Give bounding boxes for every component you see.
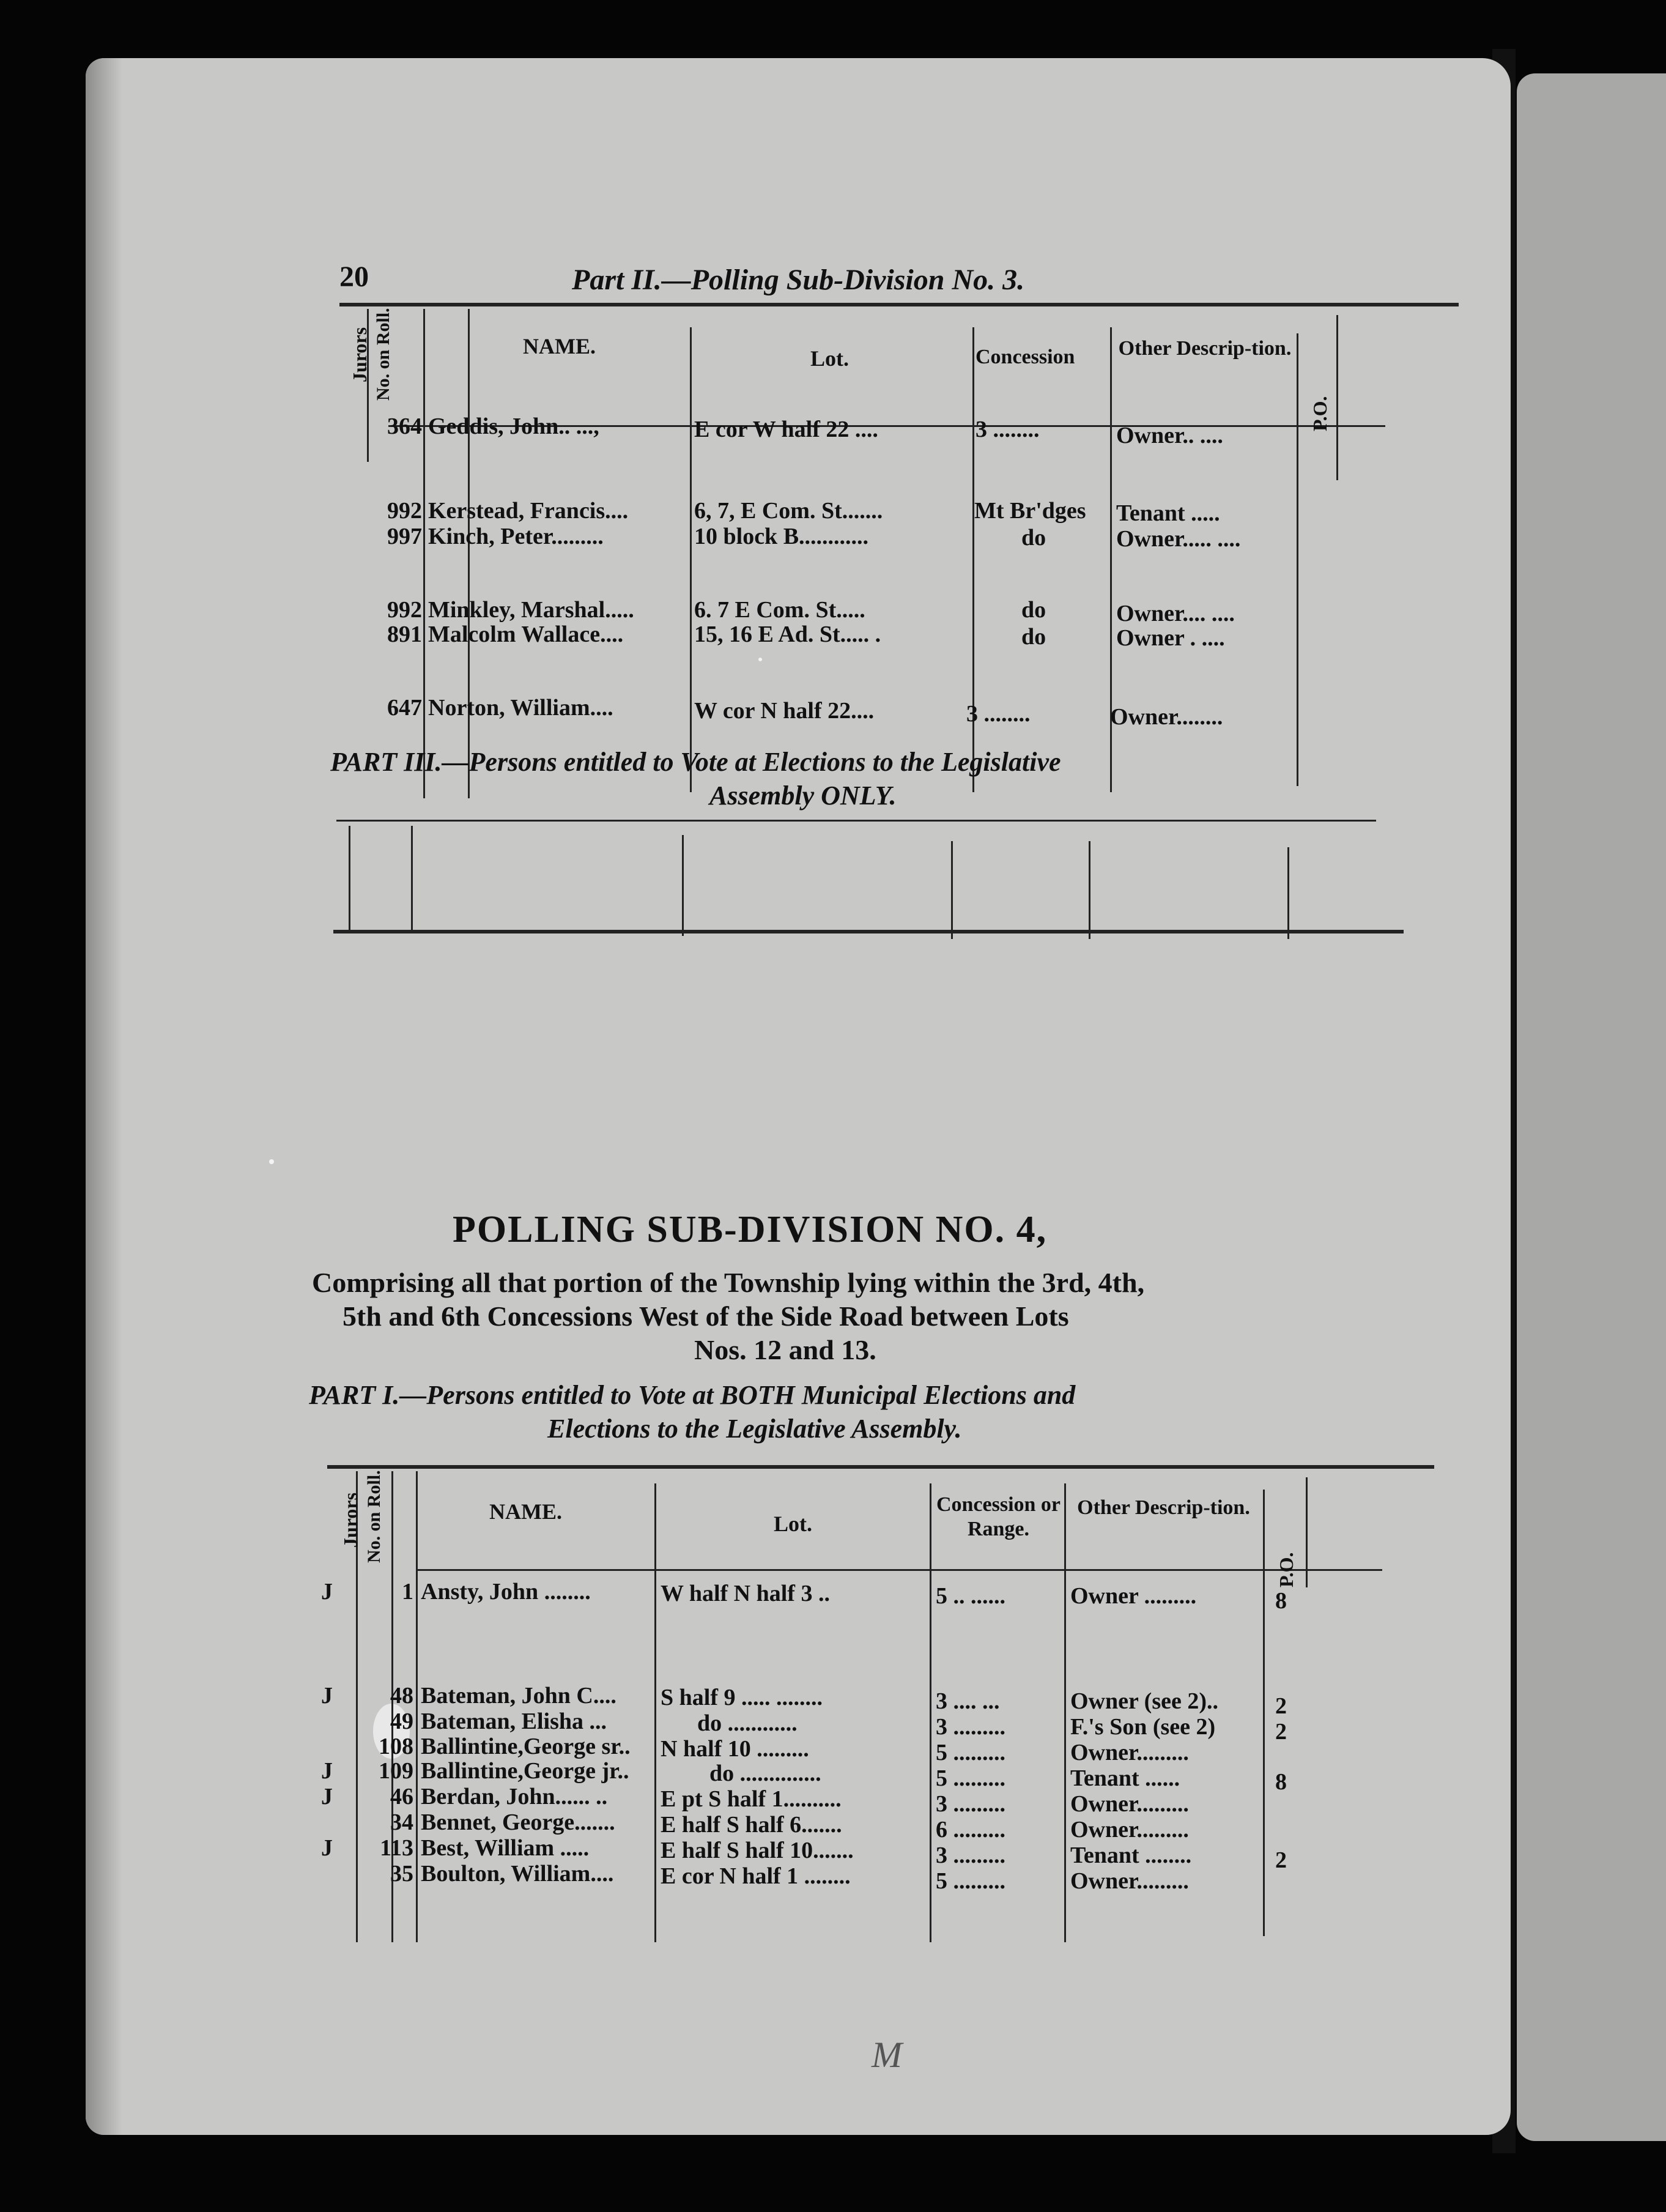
table-cell-name: Ballintine,George sr.. <box>421 1734 631 1759</box>
table-cell-name: Kerstead, Francis.... <box>428 498 629 524</box>
table-cell-concession: 3 ......... <box>936 1791 1005 1817</box>
table-cell-other: Owner......... <box>1070 1740 1189 1765</box>
table-cell-concession: 5 .. ...... <box>936 1583 1005 1609</box>
table-cell-roll: 34 <box>390 1809 413 1835</box>
table-cell-po: 2 <box>1275 1847 1287 1873</box>
table-cell-name: Bennet, George....... <box>421 1809 615 1835</box>
table-cell-other: Owner . .... <box>1116 625 1225 651</box>
table-cell-concession: 6 ......... <box>936 1817 1005 1843</box>
table-cell-juror: J <box>321 1758 333 1784</box>
table-cell-juror: J <box>321 1683 333 1709</box>
scan-speck <box>269 1159 274 1164</box>
table-cell-roll: 49 <box>390 1709 413 1734</box>
table-cell-concession: Mt Br'dges <box>974 498 1086 524</box>
table-cell-roll: 109 <box>379 1758 413 1784</box>
table-cell-lot: E cor N half 1 ........ <box>661 1863 851 1889</box>
table-cell-concession: 5 ......... <box>936 1765 1005 1791</box>
pencil-mark: M <box>872 2035 902 2075</box>
table-cell-name: Berdan, John...... .. <box>421 1784 608 1809</box>
table-cell-other: Owner..... .... <box>1116 526 1241 552</box>
table-cell-roll: 48 <box>390 1683 413 1709</box>
col-header-concession: Concession <box>976 346 1075 368</box>
table-cell-juror: J <box>321 1579 333 1605</box>
table-cell-concession: 3 ........ <box>966 701 1031 727</box>
scan-speck <box>758 658 762 661</box>
table-cell-concession: do <box>1021 597 1046 623</box>
table-cell-juror: J <box>321 1784 333 1809</box>
table-cell-other: Owner.... .... <box>1116 601 1235 626</box>
table-cell-name: Best, William ..... <box>421 1835 590 1861</box>
part1-heading: PART I.—Persons entitled to Vote at BOTH Municipal Elections and <box>309 1380 1076 1410</box>
table-cell-juror: J <box>321 1835 333 1861</box>
table-cell-other: Owner........ <box>1110 704 1223 730</box>
table-cell-po: 8 <box>1275 1769 1287 1795</box>
table-cell-other: Owner.. .... <box>1116 423 1223 448</box>
col-header-concession: Concession or Range. <box>936 1493 1061 1540</box>
table-cell-name: Minkley, Marshal..... <box>428 597 634 623</box>
col-header-jurors: Jurors <box>349 327 371 382</box>
table-cell-concession: 3 ......... <box>936 1714 1005 1740</box>
adjacent-page-edge <box>1517 73 1666 2141</box>
col-header-roll: No. on Roll. <box>373 308 393 401</box>
table-cell-roll: 364 <box>387 414 422 439</box>
table-cell-other: Tenant ...... <box>1070 1765 1180 1791</box>
table-cell-concession: 3 ......... <box>936 1843 1005 1868</box>
table-cell-lot: do ............ <box>697 1710 798 1736</box>
table-cell-roll: 46 <box>390 1784 413 1809</box>
table-cell-concession: 3 ........ <box>976 417 1040 442</box>
table-cell-roll: 992 <box>387 498 422 524</box>
section-description-cont: 5th and 6th Concessions West of the Side Road between Lots <box>342 1301 1069 1332</box>
part3-heading: PART III.—Persons entitled to Vote at Elections to the Legislative <box>330 747 1061 777</box>
part1-heading-cont: Elections to the Legislative Assembly. <box>547 1414 962 1444</box>
table-cell-other: Tenant ..... <box>1116 500 1220 526</box>
table-cell-concession: 5 ......... <box>936 1868 1005 1894</box>
table-cell-lot: 6, 7, E Com. St....... <box>694 498 883 524</box>
table-cell-lot: E half S half 6....... <box>661 1812 842 1838</box>
table-cell-name: Norton, William.... <box>428 695 613 721</box>
table-cell-roll: 997 <box>387 524 422 549</box>
col-header-roll: No. on Roll. <box>364 1470 384 1563</box>
page-shadow <box>86 58 122 2135</box>
table-cell-lot: W cor N half 22.... <box>694 698 875 724</box>
table-cell-concession: do <box>1021 525 1046 551</box>
table-cell-po: 8 <box>1275 1588 1287 1614</box>
table-cell-name: Malcolm Wallace.... <box>428 622 624 647</box>
table-cell-lot: S half 9 ..... ........ <box>661 1685 823 1710</box>
table-cell-other: Owner (see 2).. <box>1070 1688 1219 1714</box>
col-header-lot: Lot. <box>810 346 849 371</box>
table-cell-roll: 108 <box>379 1734 413 1759</box>
table-cell-roll: 992 <box>387 597 422 623</box>
col-header-jurors: Jurors <box>339 1492 361 1548</box>
table-cell-roll: 891 <box>387 622 422 647</box>
table-cell-roll: 1 <box>402 1579 413 1605</box>
table-cell-name: Ansty, John ........ <box>421 1579 591 1605</box>
table-cell-lot: 10 block B............ <box>694 524 869 549</box>
col-header-po: P.O. <box>1275 1552 1297 1587</box>
table-cell-other: Tenant ........ <box>1070 1843 1192 1868</box>
col-header-other: Other Descrip-tion. <box>1077 1496 1250 1519</box>
table-cell-lot: E cor W half 22 .... <box>694 417 878 442</box>
table-cell-lot: 15, 16 E Ad. St..... . <box>694 622 881 647</box>
table-cell-name: Ballintine,George jr.. <box>421 1758 629 1784</box>
col-header-lot: Lot. <box>774 1512 812 1536</box>
table-cell-concession: 3 .... ... <box>936 1688 1000 1714</box>
table-cell-concession: 5 ......... <box>936 1740 1005 1765</box>
table-cell-name: Bateman, John C.... <box>421 1683 616 1709</box>
table-cell-lot: E half S half 10....... <box>661 1838 854 1863</box>
table-cell-name: Kinch, Peter......... <box>428 524 604 549</box>
section-title: POLLING SUB-DIVISION NO. 4, <box>453 1209 1048 1250</box>
document-page <box>86 58 1511 2135</box>
table-cell-concession: do <box>1021 624 1046 650</box>
table-cell-lot: W half N half 3 .. <box>661 1581 830 1606</box>
col-header-name: NAME. <box>523 334 596 358</box>
table-cell-roll: 113 <box>380 1835 413 1861</box>
table-cell-name: Boulton, William.... <box>421 1861 614 1887</box>
table-cell-roll: 647 <box>387 695 422 721</box>
table-cell-other: Owner......... <box>1070 1817 1189 1843</box>
section-description-end: Nos. 12 and 13. <box>694 1334 876 1365</box>
col-header-po: P.O. <box>1309 396 1331 431</box>
section-description: Comprising all that portion of the Township lying within the 3rd, 4th, <box>312 1267 1145 1298</box>
table-cell-lot: do .............. <box>709 1761 821 1786</box>
table-cell-other: Owner......... <box>1070 1791 1189 1817</box>
table-cell-other: F.'s Son (see 2) <box>1070 1714 1216 1740</box>
table-cell-other: Owner......... <box>1070 1868 1189 1894</box>
table-cell-roll: 35 <box>390 1861 413 1887</box>
table-cell-name: Geddis, John.. ..., <box>428 414 599 439</box>
table-cell-po: 2 <box>1275 1719 1287 1745</box>
col-header-name: NAME. <box>489 1499 562 1524</box>
table-cell-lot: E pt S half 1.......... <box>661 1786 842 1812</box>
table-cell-po: 2 <box>1275 1693 1287 1719</box>
table-cell-lot: N half 10 ......... <box>661 1736 809 1762</box>
table-cell-lot: 6. 7 E Com. St..... <box>694 597 865 623</box>
col-header-other: Other Descrip-tion. <box>1118 337 1292 360</box>
table-cell-name: Bateman, Elisha ... <box>421 1709 607 1734</box>
page-number: 20 <box>339 261 369 293</box>
table-cell-other: Owner ......... <box>1070 1583 1197 1609</box>
part3-heading-cont: Assembly ONLY. <box>709 781 897 811</box>
running-head: Part II.—Polling Sub-Division No. 3. <box>572 264 1025 296</box>
